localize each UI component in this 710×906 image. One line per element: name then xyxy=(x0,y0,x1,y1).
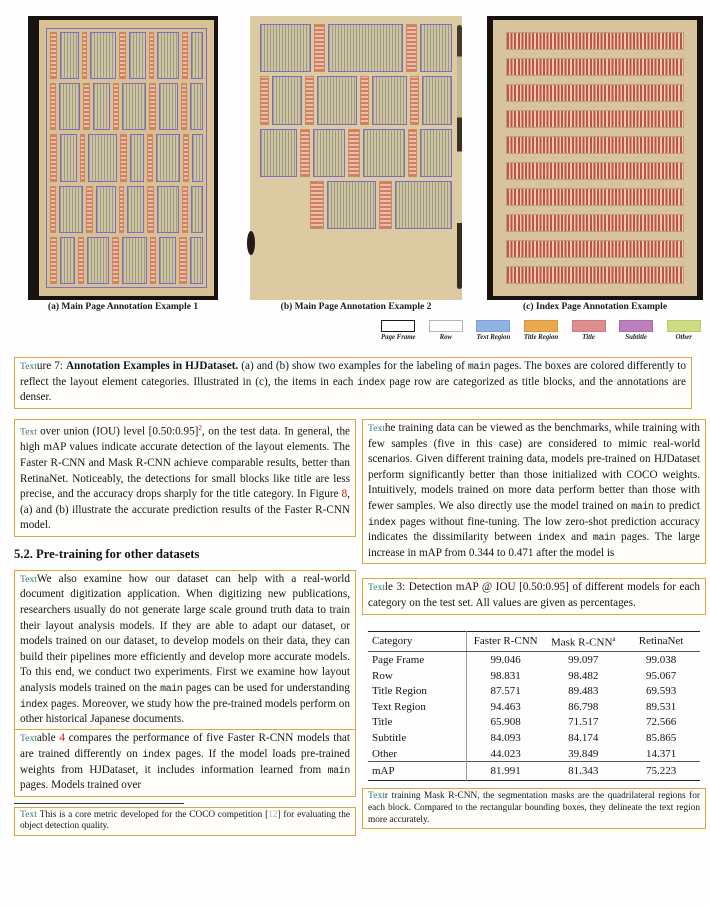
title-strip xyxy=(150,237,156,284)
title-strip xyxy=(310,181,324,229)
text-run: (a) and (b) show two examples for the labeling of xyxy=(238,360,468,372)
table-cell: 98.831 xyxy=(490,669,521,682)
text-block xyxy=(59,186,83,233)
block-row xyxy=(50,83,203,130)
text-block xyxy=(88,134,117,181)
map-retinanet: 75.223 xyxy=(622,762,700,781)
text-block xyxy=(157,186,179,233)
table-cell: 89.531 xyxy=(645,700,677,713)
table-row xyxy=(368,683,700,699)
legend-label: Subtitle xyxy=(625,334,647,341)
table-cell: 95.067 xyxy=(645,669,677,682)
legend-swatch xyxy=(524,320,558,332)
index-row xyxy=(506,58,684,76)
text-run: he training data can be viewed as the benchmarks, while training with few samples (five in this case) are considered to mimic real-world scenarios. Given different training data, models pre-trained on HJDataset perform significantly better than those initialized with COCO weights. Intuitively, models trained on more data perform better than those with fewer samples. We also directly use the model trained on xyxy=(368,422,700,512)
text-block xyxy=(60,134,77,181)
legend-swatch xyxy=(619,320,653,332)
panel-c-caption: (c) Index Page Annotation Example xyxy=(522,302,668,312)
text-block xyxy=(93,83,110,130)
block-row xyxy=(260,129,452,177)
text-block xyxy=(372,76,407,124)
table-cell: Title xyxy=(368,715,467,731)
title-strip xyxy=(149,32,155,79)
title-strip xyxy=(78,237,84,284)
table-cell: Row xyxy=(368,668,467,684)
text-block xyxy=(395,181,452,229)
text-block xyxy=(159,83,178,130)
legend-item xyxy=(566,320,611,341)
table-cell: Title Region xyxy=(368,683,467,699)
left-column xyxy=(14,419,356,836)
empty-area xyxy=(260,181,307,229)
legend-swatch xyxy=(429,320,463,332)
title-strip xyxy=(406,24,417,72)
text-block xyxy=(159,237,176,284)
paragraph-benchmarks xyxy=(362,419,706,564)
title-strip xyxy=(83,83,90,130)
index-row xyxy=(506,136,684,154)
footnote-coco-metric xyxy=(14,807,356,836)
title-strip xyxy=(147,186,154,233)
text-block xyxy=(272,76,302,124)
text-run: index xyxy=(142,749,171,761)
text-block xyxy=(190,83,203,130)
reference-link[interactable]: 2 xyxy=(198,424,202,432)
text-block xyxy=(192,134,203,181)
annotation-blocks-b xyxy=(260,24,452,229)
text-run: pages can be used for understanding xyxy=(182,682,350,695)
table-cell: 99.097 xyxy=(568,653,599,666)
text-run: main xyxy=(160,683,183,695)
title-strip xyxy=(348,129,360,177)
text-block xyxy=(90,32,116,79)
table-cell: 98.482 xyxy=(568,669,599,682)
legend-item xyxy=(424,320,469,341)
title-strip xyxy=(82,32,88,79)
text-region-tag: Text xyxy=(20,808,40,820)
index-row xyxy=(506,266,684,284)
text-region-tag: Text xyxy=(20,573,37,585)
col-header-retinanet: RetinaNet xyxy=(622,631,700,652)
table-row xyxy=(368,715,700,731)
text-block xyxy=(363,129,405,177)
text-run: We also examine how our dataset can help with a real-world document digitization application. When digitizing new publications, researchers usually do not generate large scale ground truth data to train their layout analysis models. If they are able to adapt our dataset, or models trained on our dataset, to develop models on their data, they can build their pipelines more efficiently and develop more accurate models. To this end, we conduct two experiments. First we examine how layout analysis models trained on the xyxy=(20,572,350,695)
table-row xyxy=(368,652,700,668)
table-cell: Text Region xyxy=(368,699,467,715)
title-strip xyxy=(314,24,325,72)
paragraph-pretraining xyxy=(14,570,356,731)
title-strip xyxy=(119,186,125,233)
text-run: pages. Moreover, we study how the pre-trained models perform on other historical Japanese documents. xyxy=(20,697,350,726)
text-run: ure 7: xyxy=(36,360,66,372)
text-block xyxy=(127,186,144,233)
text-run: index xyxy=(537,532,566,544)
text-block xyxy=(87,237,109,284)
text-block xyxy=(191,186,203,233)
block-row xyxy=(260,181,452,229)
text-run: pages without fine-tuning. The low zero-shot prediction accuracy indicates the dissimilarity between xyxy=(368,515,700,544)
block-row xyxy=(50,134,203,181)
table-header-row xyxy=(368,631,700,652)
legend-item xyxy=(471,320,516,341)
table-cell: Other xyxy=(368,746,467,762)
map-row-label: mAP xyxy=(368,762,467,781)
table-cell: 14.371 xyxy=(645,747,677,760)
text-block xyxy=(156,134,180,181)
title-strip xyxy=(182,186,188,233)
legend-item xyxy=(519,320,564,341)
table3-wrapper xyxy=(368,631,704,782)
right-column xyxy=(362,419,706,829)
text-block xyxy=(122,237,147,284)
text-region-tag: Text xyxy=(368,423,385,434)
title-strip xyxy=(360,76,369,124)
block-row xyxy=(50,237,203,284)
text-region-tag: Text xyxy=(20,361,37,372)
legend-item xyxy=(614,320,659,341)
figure7-caption-annotation-box xyxy=(14,357,692,409)
table-cell: 84.174 xyxy=(568,731,599,744)
text-block xyxy=(59,83,81,130)
title-strip xyxy=(379,181,393,229)
section-heading-5-2: 5.2. Pre-training for other datasets xyxy=(14,546,200,561)
legend-label: Title xyxy=(582,334,595,341)
title-strip xyxy=(50,134,57,181)
legend-label: Other xyxy=(675,334,692,341)
table-cell: 71.517 xyxy=(568,716,599,729)
col-header-category: Category xyxy=(368,631,467,652)
text-run: index xyxy=(20,698,49,710)
title-strip xyxy=(183,134,190,181)
text-run: ] for evaluating the object detection quality. xyxy=(20,809,350,832)
scanned-index-page xyxy=(493,20,697,296)
legend-item xyxy=(661,320,706,341)
text-run: able xyxy=(36,732,60,745)
title-strip xyxy=(147,134,153,181)
title-strip xyxy=(80,134,86,181)
text-block xyxy=(260,24,311,72)
text-block xyxy=(313,129,345,177)
text-block xyxy=(328,24,403,72)
text-run: pages. If the model loads pre-trained weights from HJDataset, it includes information learned from xyxy=(20,748,350,776)
text-run: page row are categorized as title blocks, and the annotations are denser. xyxy=(20,375,686,404)
text-run: index xyxy=(357,376,386,388)
text-run: pages. The boxes are colored differently to reflect the layout element categories. Illustrated in (c), the items in each xyxy=(20,360,686,388)
scanned-main-page-2 xyxy=(250,16,462,300)
annotation-blocks-a xyxy=(46,28,207,288)
table-cell: 65.908 xyxy=(490,716,521,729)
title-strip xyxy=(120,134,127,181)
text-block xyxy=(420,24,452,72)
table-row xyxy=(368,699,700,715)
index-row xyxy=(506,162,684,180)
table-cell: 69.593 xyxy=(645,685,677,698)
table-row xyxy=(368,746,700,762)
map-mask-rcnn: 81.343 xyxy=(544,762,622,781)
text-block xyxy=(420,129,452,177)
reference-link[interactable]: 8 xyxy=(341,488,348,501)
legend-swatch xyxy=(381,320,415,332)
table3-caption-annotation-box xyxy=(362,578,706,614)
text-block xyxy=(130,134,144,181)
text-block xyxy=(317,76,357,124)
text-block xyxy=(122,83,146,130)
text-run: compares the performance of five Faster R-CNN models that are trained differently on xyxy=(20,732,350,761)
text-run: pages. Models trained over xyxy=(20,779,142,792)
panel-a-caption: (a) Main Page Annotation Example 1 xyxy=(47,302,199,312)
text-run: , (a) and (b) illustrate the accurate prediction results of the Faster R-CNN model. xyxy=(20,488,350,532)
title-strip xyxy=(50,186,56,233)
title-strip xyxy=(410,76,419,124)
reference-link[interactable]: 4 xyxy=(59,732,65,745)
text-region-tag: Text xyxy=(368,790,385,802)
table-cell: 94.463 xyxy=(490,700,521,713)
text-block xyxy=(260,129,297,177)
legend-swatch xyxy=(476,320,510,332)
table3-detection-map xyxy=(368,631,700,782)
figure-panel-b xyxy=(250,16,462,300)
col-header-mask-rcnn xyxy=(544,631,622,652)
text-run: main xyxy=(631,500,654,512)
block-row xyxy=(50,32,203,79)
map-faster-rcnn: 81.991 xyxy=(467,762,545,781)
table-cell: 87.571 xyxy=(490,685,521,698)
index-row xyxy=(506,84,684,102)
legend-label: Text Region xyxy=(476,334,511,341)
text-run: main xyxy=(467,361,491,372)
text-run: to predict xyxy=(653,499,700,512)
legend-swatch xyxy=(572,320,606,332)
title-strip xyxy=(260,76,269,124)
title-strip xyxy=(305,76,314,124)
paragraph-iou-results xyxy=(14,419,356,537)
title-strip xyxy=(300,129,310,177)
mask-rcnn-footnote-marker: a xyxy=(612,634,616,643)
text-block xyxy=(96,186,115,233)
text-run: , on the test data. In general, the high mAP values indicate accurate detection of the layout elements. The Faster R-CNN and Mask R-CNN achieve comparable results, better than RetinaNet. Noticeably, the detections for small blocks like title are less precise, and the accuracy drops sharply for the title category. In Figure xyxy=(20,425,351,501)
legend-label: Row xyxy=(439,334,453,341)
title-strip xyxy=(179,237,186,284)
table-cell: 84.093 xyxy=(490,731,521,744)
text-block xyxy=(157,32,178,79)
text-run: and xyxy=(565,531,593,544)
legend-item xyxy=(376,320,421,341)
text-run: Annotation Examples in HJDataset. xyxy=(65,360,239,372)
footnote-rule xyxy=(14,803,184,804)
text-run: This is a core metric developed for the COCO competition [ xyxy=(39,809,269,820)
text-run: le 3: Detection mAP @ IOU [0.50:0.95] of different models for each category on the test set. All values are given as percentages. xyxy=(368,581,700,609)
text-block xyxy=(327,181,376,229)
table-cell: 72.566 xyxy=(645,716,677,729)
block-row xyxy=(50,186,203,233)
text-run: main xyxy=(592,532,616,544)
panel-b-caption: (b) Main Page Annotation Example 2 xyxy=(280,302,432,312)
block-row xyxy=(260,24,452,72)
text-region-tag: Text xyxy=(20,733,37,745)
legend-label: Title Region xyxy=(523,334,559,341)
title-strip xyxy=(149,83,156,130)
legend-label: Page Frame xyxy=(381,334,416,341)
text-block xyxy=(60,237,75,284)
title-strip xyxy=(50,237,57,284)
text-block xyxy=(129,32,145,79)
category-legend xyxy=(376,320,706,341)
title-strip xyxy=(50,83,56,130)
reference-link[interactable]: 12 xyxy=(268,809,278,820)
mask-rcnn-label: Mask R-CNN xyxy=(550,636,613,649)
title-strip xyxy=(408,129,418,177)
table-footer-row xyxy=(368,762,700,781)
text-run: index xyxy=(368,516,397,528)
index-row xyxy=(506,32,684,50)
title-strip xyxy=(119,32,126,79)
table-row xyxy=(368,668,700,684)
title-strip xyxy=(113,83,119,130)
scanned-main-page-1 xyxy=(39,20,214,296)
text-run: r training Mask R-CNN, the segmentation masks are the quadrilateral regions for each block. Compared to the rectangular bounding boxes, they delineate the text region more accurately. xyxy=(368,791,700,825)
index-row xyxy=(506,110,684,128)
table-cell: 99.046 xyxy=(490,653,521,666)
col-header-faster-rcnn: Faster R-CNN xyxy=(467,631,545,652)
table-cell: 44.023 xyxy=(490,747,521,760)
table-row xyxy=(368,730,700,746)
block-row xyxy=(260,76,452,124)
text-run: main xyxy=(327,764,350,776)
figure-panel-a xyxy=(28,16,218,300)
table-cell: 39.849 xyxy=(568,747,599,760)
index-row xyxy=(506,240,684,258)
text-region-tag: Text xyxy=(368,582,385,594)
figure-panel-c xyxy=(487,16,703,300)
index-row xyxy=(506,214,684,232)
paragraph-table4 xyxy=(14,729,356,796)
table-cell: 86.798 xyxy=(568,700,599,713)
text-region-tag: Text xyxy=(20,426,41,438)
table-cell: 99.038 xyxy=(645,653,677,666)
title-strip xyxy=(50,32,57,79)
table-cell: 89.483 xyxy=(568,685,599,698)
table-cell: Page Frame xyxy=(368,652,467,668)
title-strip xyxy=(112,237,119,284)
title-strip xyxy=(181,83,187,130)
legend-swatch xyxy=(667,320,701,332)
title-strip xyxy=(86,186,93,233)
text-run: pages. The large increase in mAP from 0.344 to 0.471 after the model is xyxy=(368,531,701,559)
index-row xyxy=(506,188,684,206)
text-block xyxy=(191,32,203,79)
text-block xyxy=(422,76,452,124)
text-block xyxy=(60,32,79,79)
title-strip xyxy=(182,32,189,79)
text-run: over union (IOU) level [0.50:0.95] xyxy=(40,425,199,438)
table-cell: 85.865 xyxy=(645,731,677,744)
text-block xyxy=(190,237,204,284)
table3-footnote xyxy=(362,788,706,829)
table-cell: Subtitle xyxy=(368,730,467,746)
